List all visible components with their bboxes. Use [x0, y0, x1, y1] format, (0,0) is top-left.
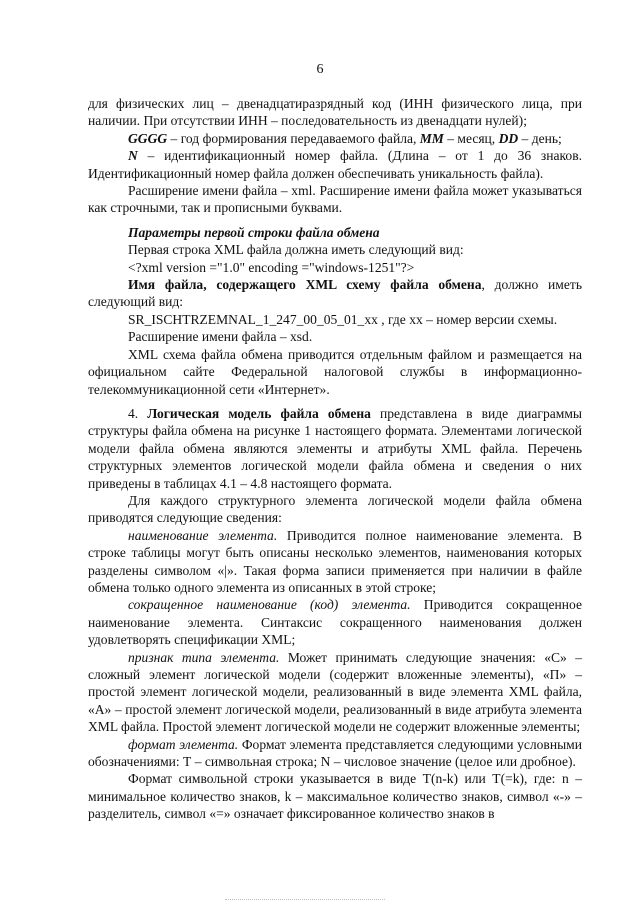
paragraph: [88, 736, 582, 771]
paragraph: [88, 276, 582, 311]
text-run: Первая строка XML файла должна иметь следующий вид:: [128, 242, 464, 258]
paragraph: [88, 147, 582, 182]
text-run: – месяц,: [443, 130, 499, 146]
paragraph: [88, 770, 582, 822]
emphasis-text: GGGG: [128, 130, 168, 146]
text-run: Приводится полное наименование элемента. В строке таблицы могут быть описаны несколько элементов, наименования которых разделены символом «|». Такая форма записи применяется при наличии в файле обмена только одного элемента из описанных в этой строке;: [88, 527, 582, 595]
emphasis-text: наименование элемента.: [128, 527, 278, 543]
text-run: – год формирования передаваемого файла,: [167, 130, 420, 146]
text-run: Расширение имени файла – xsd.: [128, 329, 313, 345]
text-run: Формат элемента представляется следующими условными обозначениями: Т – символьная строка; N – числовое значение (целое или дробное).: [88, 736, 582, 770]
paragraph: [88, 182, 582, 217]
paragraph: [88, 492, 582, 527]
text-run: <?xml version ="1.0" encoding ="windows-1251"?>: [128, 259, 415, 275]
emphasis-text: DD: [498, 130, 519, 146]
text-run: XML схема файла обмена приводится отдельным файлом и размещается на официальном сайте Федеральной налоговой службы в информационно-телекоммуникационной сети «Интернет».: [88, 346, 582, 397]
page-number: 6: [316, 62, 324, 77]
text-run: 4.: [128, 405, 148, 421]
emphasis-text: признак типа элемента.: [128, 649, 280, 665]
emphasis-text: формат элемента.: [128, 736, 239, 752]
paragraph: [88, 311, 582, 328]
text-run: представлена в виде диаграммы структуры файла обмена на рисунке 1 настоящего формата. Элементами логической модели файла обмена являются элементы и атрибуты XML файла. Перечень структурных элементов логической модели файла обмена и сведения о них приведены в таблицах 4.1 – 4.8 настоящего формата.: [88, 405, 583, 491]
scan-edge-mark: [225, 899, 385, 901]
emphasis-text: Логическая модель файла обмена: [147, 405, 371, 421]
text-run: Формат символьной строки указывается в виде T(n-k) или T(=k), где: n – минимальное количество знаков, k – максимальное количество знаков, символ «-» – разделитель, символ «=» означает фиксированное количество знаков в: [88, 771, 582, 822]
paragraph: [88, 224, 582, 241]
paragraph: [88, 130, 582, 147]
emphasis-text: Имя файла, содержащего XML схему файла обмена: [128, 277, 482, 293]
page-body: [88, 95, 582, 823]
paragraph: [88, 259, 582, 276]
text-run: Расширение имени файла – xml. Расширение имени файла может указываться как строчными, так и прописными буквами.: [88, 183, 582, 216]
emphasis-text: сокращенное наименование (код) элемента.: [128, 597, 411, 613]
text-run: для физических лиц – двенадцатиразрядный код (ИНН физического лица, при наличии. При отсутствии ИНН – последовательность из двенадцати нулей);: [88, 96, 582, 129]
paragraph: [88, 527, 582, 597]
text-run: , должно иметь следующий вид:: [88, 277, 582, 310]
text-run: Для каждого структурного элемента логической модели файла обмена приводятся следующие сведения:: [88, 492, 582, 526]
text-run: SR_ISCHTRZEMNAL_1_247_00_05_01_xx , где xx – номер версии схемы.: [128, 311, 558, 327]
paragraph: [88, 241, 582, 258]
text-run: – день;: [518, 130, 562, 146]
paragraph: [88, 95, 582, 130]
text-run: – идентификационный номер файла. (Длина – от 1 до 36 знаков. Идентификационный номер файла должен обеспечивать уникальность файла).: [88, 148, 582, 181]
text-run: Приводится сокращенное наименование элемента. Синтаксис сокращенного наименования должен удовлетворять спецификации XML;: [88, 597, 582, 648]
emphasis-text: N: [128, 148, 138, 164]
paragraph: [88, 346, 582, 398]
text-run: Может принимать следующие значения: «С» – сложный элемент логической модели (содержит вложенные элементы), «П» – простой элемент логической модели, реализованный в виде элемента XML файла, «А» – простой элемент логической модели, реализованный в виде атрибута элемента XML файла. Простой элемент логической модели не содержит вложенные элементы;: [88, 649, 582, 735]
paragraph: [88, 649, 582, 736]
paragraph: [88, 405, 582, 492]
paragraph: [88, 328, 582, 345]
emphasis-text: Параметры первой строки файла обмена: [128, 224, 380, 240]
paragraph: [88, 596, 582, 648]
emphasis-text: MM: [419, 130, 444, 146]
